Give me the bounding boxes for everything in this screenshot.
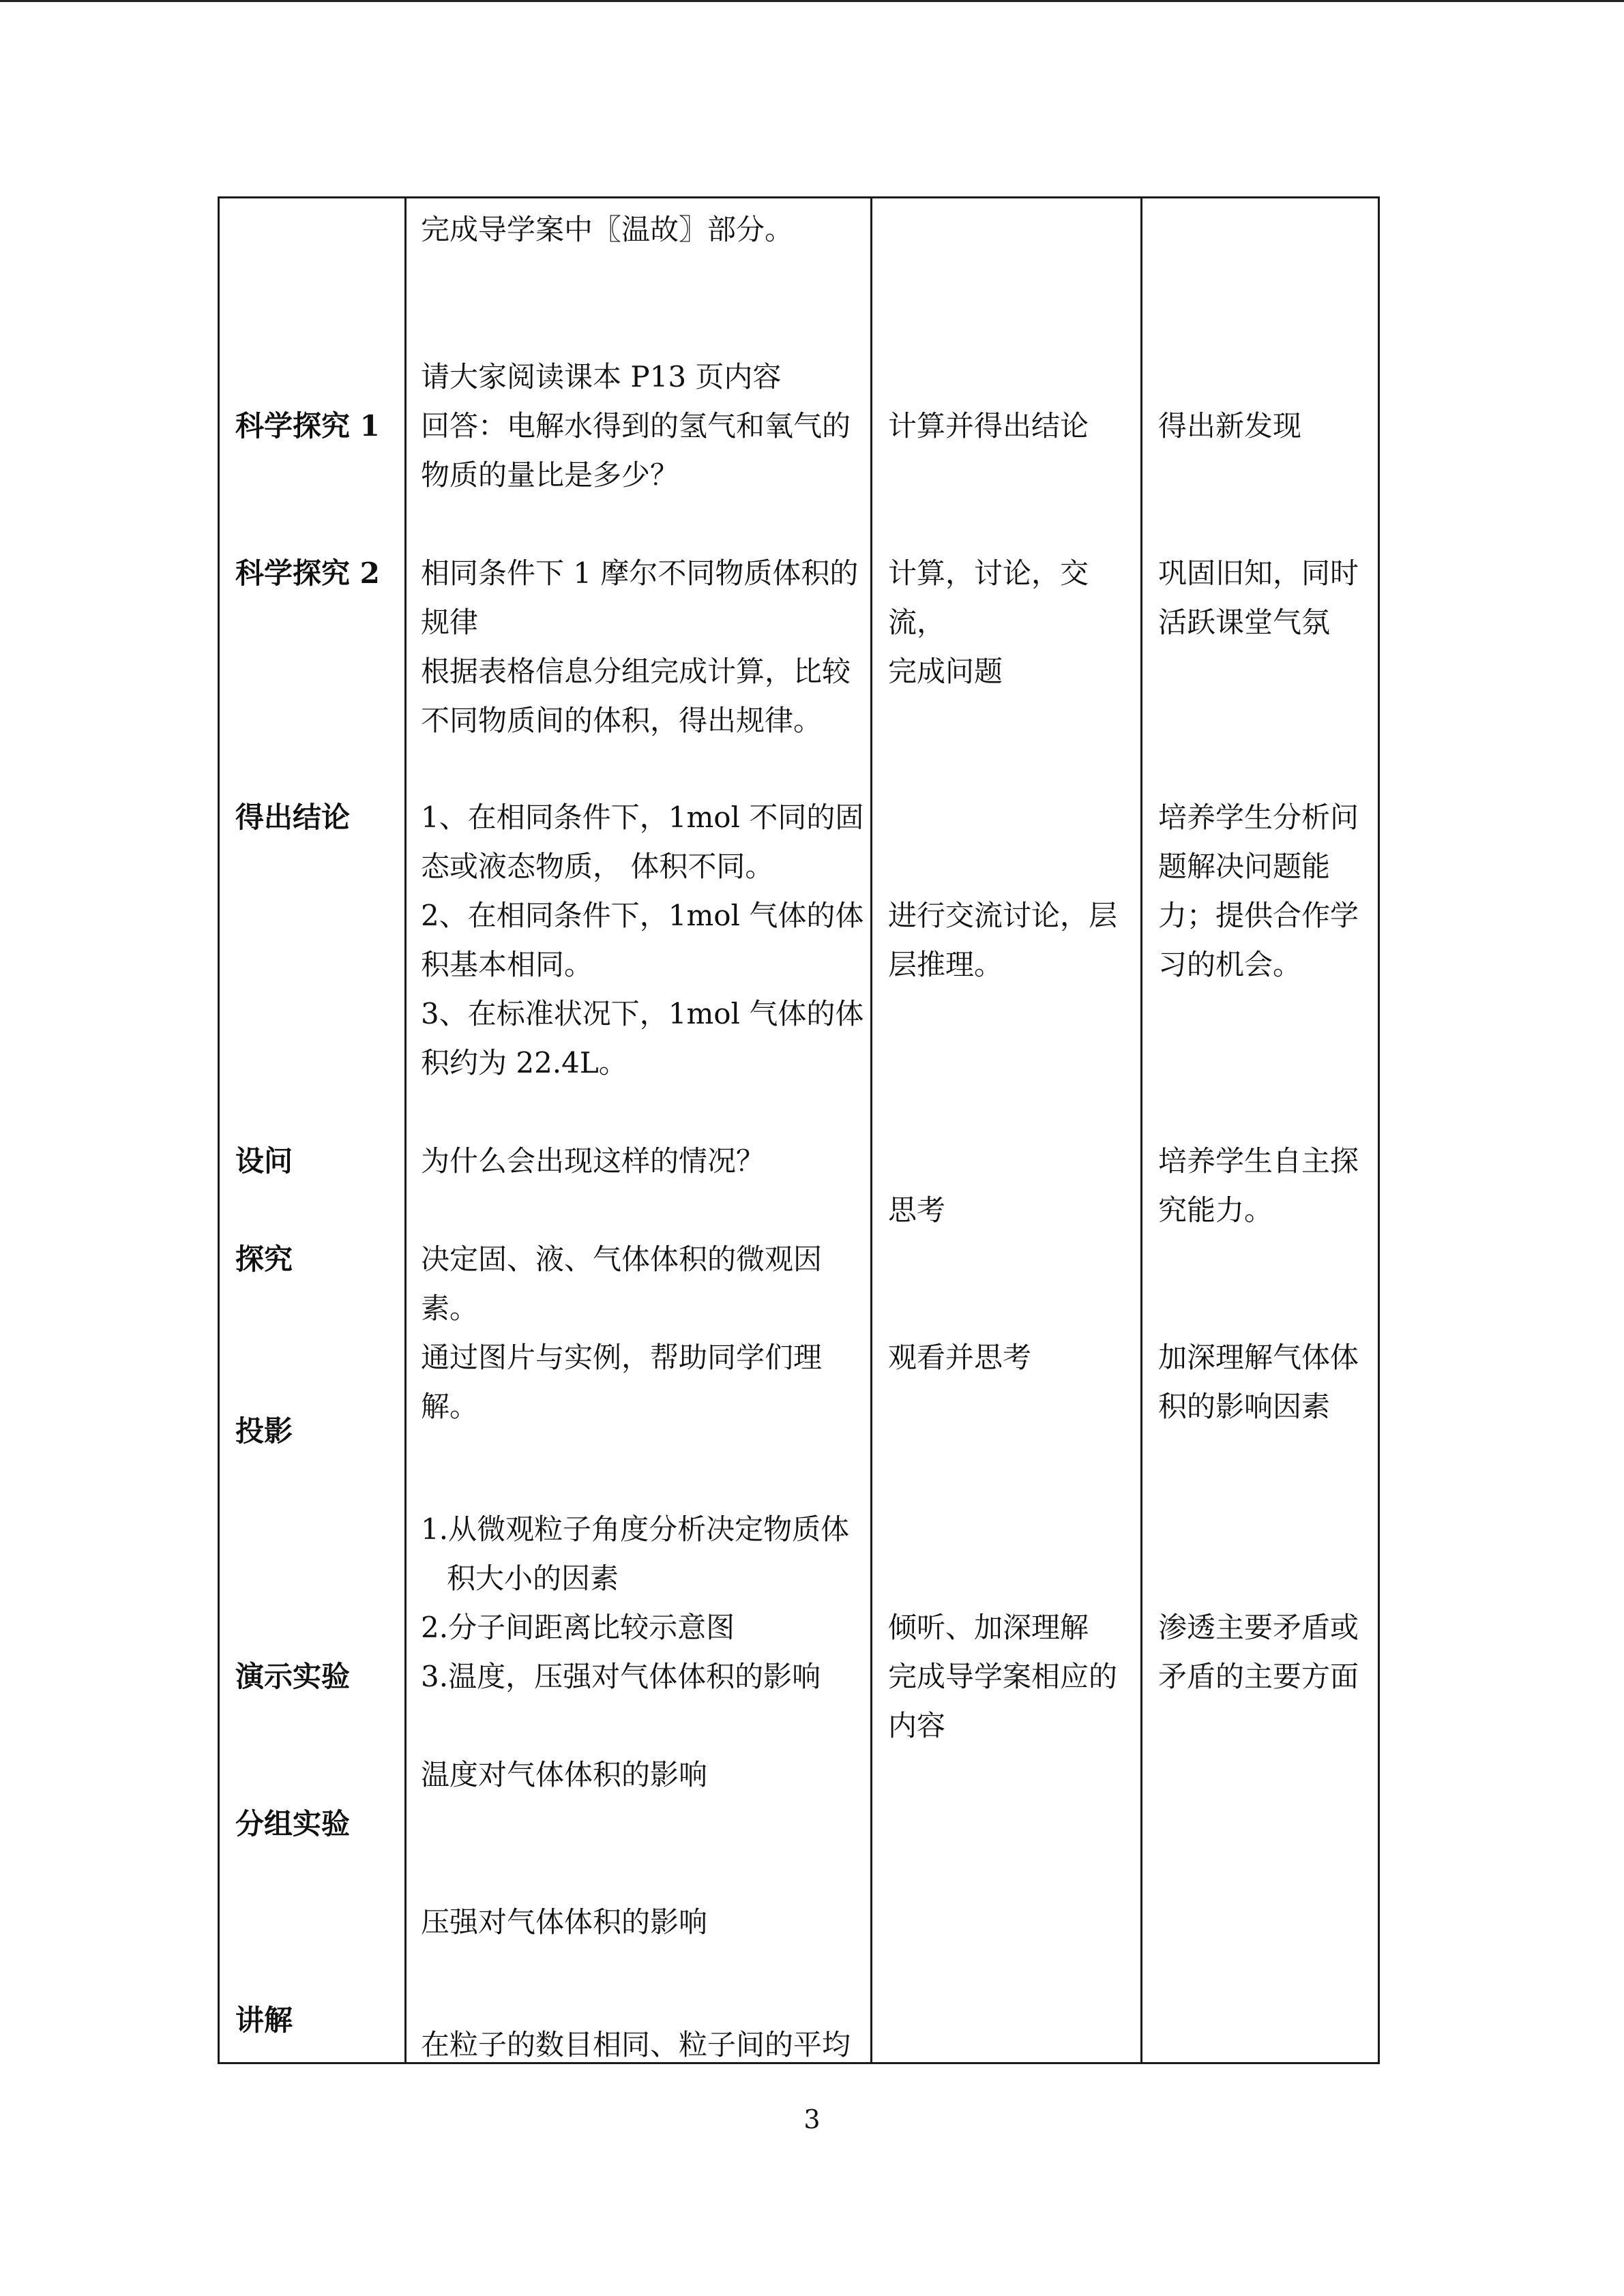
intent-question-line-2: 究能力。 [1158,1193,1273,1227]
page-number: 3 [803,2104,821,2134]
intent-demo-line-2: 矛盾的主要方面 [1158,1660,1359,1693]
conclusion-line-1: 1、在相同条件下，1mol 不同的固 [421,801,864,834]
student-inquiry2-line-1: 计算，讨论，交 [888,556,1089,590]
column-divider-3 [1140,198,1142,2062]
inquiry1-line-2: 回答：电解水得到的氢气和氧气的 [421,409,851,443]
student-inquiry2-line-2: 流， [888,606,946,639]
intent-demo-line-1: 渗透主要矛盾或 [1158,1611,1359,1644]
intent-projection-line-1: 加深理解气体体 [1158,1341,1359,1374]
conclusion-line-4: 积基本相同。 [421,948,593,981]
label-question: 设问 [235,1144,293,1178]
intent-inquiry2-line-2: 活跃课堂气氛 [1158,606,1331,639]
inquiry2-line-3: 根据表格信息分组完成计算，比较 [421,655,851,688]
projection-line-2: 解。 [421,1390,479,1423]
explore-line-1: 决定固、液、气体体积的微观因 [421,1242,823,1276]
intent-conclusion-line-4: 习的机会。 [1158,948,1302,981]
explore-line-2: 素。 [421,1292,479,1325]
student-conclusion-line-2: 层推理。 [888,948,1003,981]
column-divider-2 [870,198,872,2062]
label-science-inquiry-1: 科学探究 1 [235,409,380,443]
label-projection: 投影 [235,1414,293,1448]
column-divider-1 [404,198,407,2062]
student-conclusion-line-1: 进行交流讨论，层 [888,899,1118,932]
student-demo-line-3: 内容 [888,1709,946,1742]
student-think: 思考 [888,1193,946,1227]
intent-inquiry2-line-1: 巩固旧知，同时 [1158,556,1359,590]
inquiry1-line-1: 请大家阅读课本 P13 页内容 [421,360,782,393]
group-line-2: 压强对气体体积的影响 [421,1905,708,1939]
intent-question-line-1: 培养学生自主探 [1158,1144,1359,1178]
label-explanation: 讲解 [235,2003,293,2037]
intent-conclusion-line-3: 力；提供合作学 [1158,899,1359,932]
demo-line-4: 3.温度，压强对气体体积的影响 [421,1660,821,1693]
label-conclusion: 得出结论 [235,801,351,834]
intent-conclusion-line-2: 题解决问题能 [1158,850,1331,883]
lesson-plan-table [218,196,1380,2064]
student-inquiry1: 计算并得出结论 [888,409,1089,443]
demo-line-2: 积大小的因素 [447,1562,619,1595]
student-demo-line-1: 倾听、加深理解 [888,1611,1089,1644]
label-group-experiment: 分组实验 [235,1807,351,1840]
label-science-inquiry-2: 科学探究 2 [235,556,380,590]
student-watch: 观看并思考 [888,1341,1032,1374]
inquiry2-line-1: 相同条件下 1 摩尔不同物质体积的 [421,556,859,590]
conclusion-line-2: 态或液态物质， 体积不同。 [421,850,774,883]
label-explore: 探究 [235,1242,293,1276]
question-line-1: 为什么会出现这样的情况？ [421,1144,765,1178]
inquiry2-line-2: 规律 [421,606,479,639]
intro-text: 完成导学案中〖温故〗部分。 [421,213,794,246]
demo-line-1: 1.从微观粒子角度分析决定物质体 [421,1512,850,1546]
conclusion-line-5: 3、在标准状况下，1mol 气体的体 [421,997,864,1030]
inquiry2-line-4: 不同物质间的体积，得出规律。 [421,704,823,737]
conclusion-line-3: 2、在相同条件下，1mol 气体的体 [421,899,864,932]
student-inquiry2-line-3: 完成问题 [888,655,1003,688]
demo-line-3: 2.分子间距离比较示意图 [421,1611,735,1644]
inquiry1-line-3: 物质的量比是多少？ [421,458,679,492]
explanation-line-1: 在粒子的数目相同、粒子间的平均 [421,2028,851,2061]
group-line-1: 温度对气体体积的影响 [421,1758,708,1791]
student-demo-line-2: 完成导学案相应的 [888,1660,1118,1693]
page-top-rule [0,0,1624,2]
intent-conclusion-line-1: 培养学生分析问 [1158,801,1359,834]
label-demo-experiment: 演示实验 [235,1660,351,1693]
intent-inquiry1: 得出新发现 [1158,409,1302,443]
projection-line-1: 通过图片与实例，帮助同学们理 [421,1341,823,1374]
conclusion-line-6: 积约为 22.4L。 [421,1046,628,1079]
intent-projection-line-2: 积的影响因素 [1158,1390,1331,1423]
